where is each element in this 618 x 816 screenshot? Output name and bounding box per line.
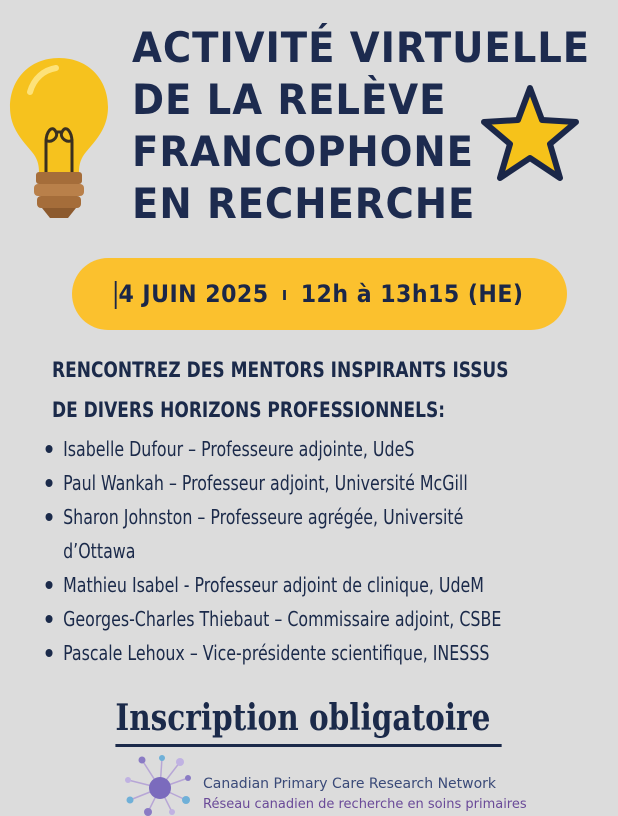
title-line: EN RECHERCHE — [132, 179, 476, 228]
network-logo-icon — [122, 754, 194, 816]
list-item — [42, 466, 570, 500]
organization-name-en: Canadian Primary Care Research Network — [203, 776, 497, 792]
organization-name-fr: Réseau canadien de recherche en soins primaires — [203, 797, 527, 812]
title-line: FRANCOPHONE — [132, 127, 474, 176]
intro-line: DE DIVERS HORIZONS PROFESSIONNELS: — [52, 398, 446, 422]
list-item — [42, 432, 570, 466]
mentor-text: Pascale Lehoux – Vice-présidente scientifique, INESSS — [63, 641, 490, 665]
page-title — [132, 22, 591, 230]
mentor-text: Georges-Charles Thiebaut – Commissaire adjoint, CSBE — [63, 607, 502, 631]
event-date-banner — [72, 258, 567, 330]
title-line: DE LA RELÈVE — [132, 75, 447, 124]
list-item — [42, 636, 570, 670]
mentor-text-continued: d’Ottawa — [63, 539, 136, 563]
registration-link[interactable] — [0, 694, 618, 747]
mentor-text: Sharon Johnston – Professeure agrégée, Université — [63, 505, 464, 529]
mentor-text: Paul Wankah – Professeur adjoint, Université McGill — [63, 471, 468, 495]
list-item — [42, 568, 570, 602]
list-item — [42, 500, 570, 568]
separator — [284, 290, 287, 300]
registration-label[interactable]: Inscription obligatoire — [116, 694, 502, 747]
light-bulb-icon — [4, 52, 114, 222]
event-time: 12h à 13h15 (HE) — [301, 279, 524, 308]
mentor-text: Mathieu Isabel - Professeur adjoint de clinique, UdeM — [63, 573, 484, 597]
mentor-text: Isabelle Dufour – Professeure adjointe, UdeS — [63, 437, 415, 461]
mentor-list — [42, 432, 570, 670]
intro-line: RENCONTREZ DES MENTORS INSPIRANTS ISSUS — [52, 358, 509, 382]
event-date: 4 JUIN 2025 — [118, 279, 269, 308]
mentors-intro — [52, 350, 556, 430]
title-line: ACTIVITÉ VIRTUELLE — [132, 23, 591, 72]
text-cursor — [115, 281, 117, 309]
list-item — [42, 602, 570, 636]
